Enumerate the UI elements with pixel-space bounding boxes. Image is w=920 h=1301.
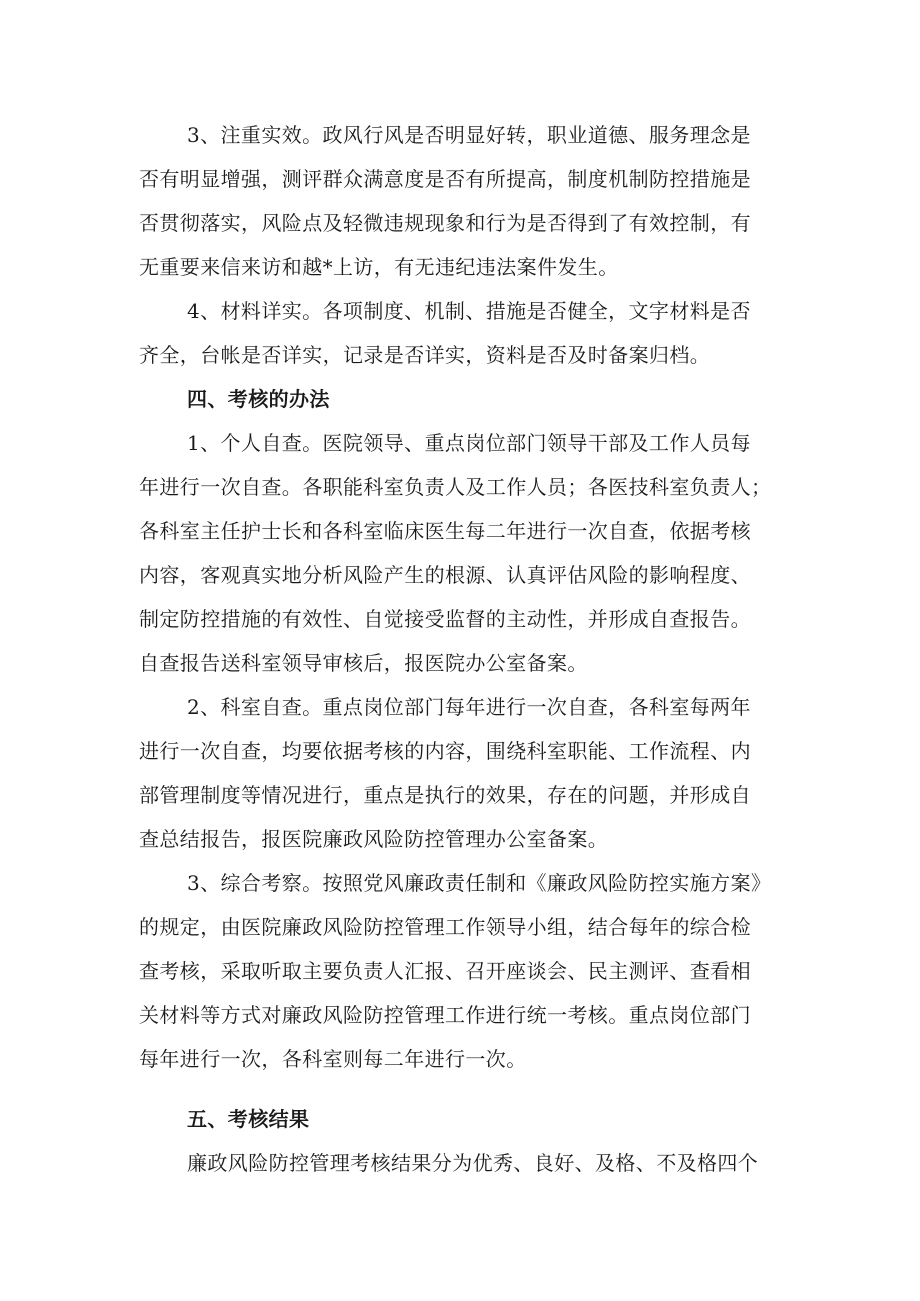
paragraph-4-line-1: 2、科室自查。重点岗位部门每年进行一次自查，各科室每两年 (187, 695, 751, 719)
paragraph-4-line-4: 查总结报告，报医院廉政风险防控管理办公室备案。 (139, 827, 609, 851)
paragraph-5-line-2: 的规定，由医院廉政风险防控管理工作领导小组，结合每年的综合检 (139, 915, 751, 939)
paragraph-1-line-4: 无重要来信来访和越*上访，有无违纪违法案件发生。 (139, 255, 619, 279)
paragraph-4-line-3: 部管理制度等情况进行，重点是执行的效果，存在的问题，并形成自 (139, 783, 751, 807)
paragraph-2-line-1: 4、材料详实。各项制度、机制、措施是否健全，文字材料是否 (187, 299, 751, 323)
paragraph-3-line-4: 内容，客观真实地分析风险产生的根源、认真评估风险的影响程度、 (139, 563, 751, 587)
paragraph-3-line-5: 制定防控措施的有效性、自觉接受监督的主动性，并形成自查报告。 (139, 607, 751, 631)
section-heading-5: 五、考核结果 (187, 1107, 310, 1131)
paragraph-1-line-2: 否有明显增强，测评群众满意度是否有所提高，制度机制防控措施是 (139, 167, 751, 191)
section-heading-4: 四、考核的办法 (187, 387, 330, 411)
paragraph-3-line-1: 1、个人自查。医院领导、重点岗位部门领导干部及工作人员每 (187, 431, 751, 455)
paragraph-5-line-1: 3、综合考察。按照党风廉政责任制和《廉政风险防控实施方案》 (187, 871, 772, 895)
paragraph-2-line-2: 齐全，台帐是否详实，记录是否详实，资料是否及时备案归档。 (139, 343, 711, 367)
paragraph-3-line-3: 各科室主任护士长和各科室临床医生每二年进行一次自查，依据考核 (139, 519, 751, 543)
paragraph-3-line-6: 自查报告送科室领导审核后，报医院办公室备案。 (139, 651, 588, 675)
paragraph-6-line-1: 廉政风险防控管理考核结果分为优秀、良好、及格、不及格四个 (187, 1151, 759, 1175)
paragraph-1-line-3: 否贯彻落实，风险点及轻微违规现象和行为是否得到了有效控制，有 (139, 211, 751, 235)
paragraph-5-line-4: 关材料等方式对廉政风险防控管理工作进行统一考核。重点岗位部门 (139, 1003, 751, 1027)
paragraph-4-line-2: 进行一次自查，均要依据考核的内容，围绕科室职能、工作流程、内 (139, 739, 751, 763)
paragraph-3-line-2: 年进行一次自查。各职能科室负责人及工作人员；各医技科室负责人； (139, 475, 772, 499)
paragraph-5-line-5: 每年进行一次，各科室则每二年进行一次。 (139, 1047, 527, 1071)
paragraph-1-line-1: 3、注重实效。政风行风是否明显好转，职业道德、服务理念是 (187, 123, 751, 147)
paragraph-5-line-3: 查考核，采取听取主要负责人汇报、召开座谈会、民主测评、查看相 (139, 959, 751, 983)
